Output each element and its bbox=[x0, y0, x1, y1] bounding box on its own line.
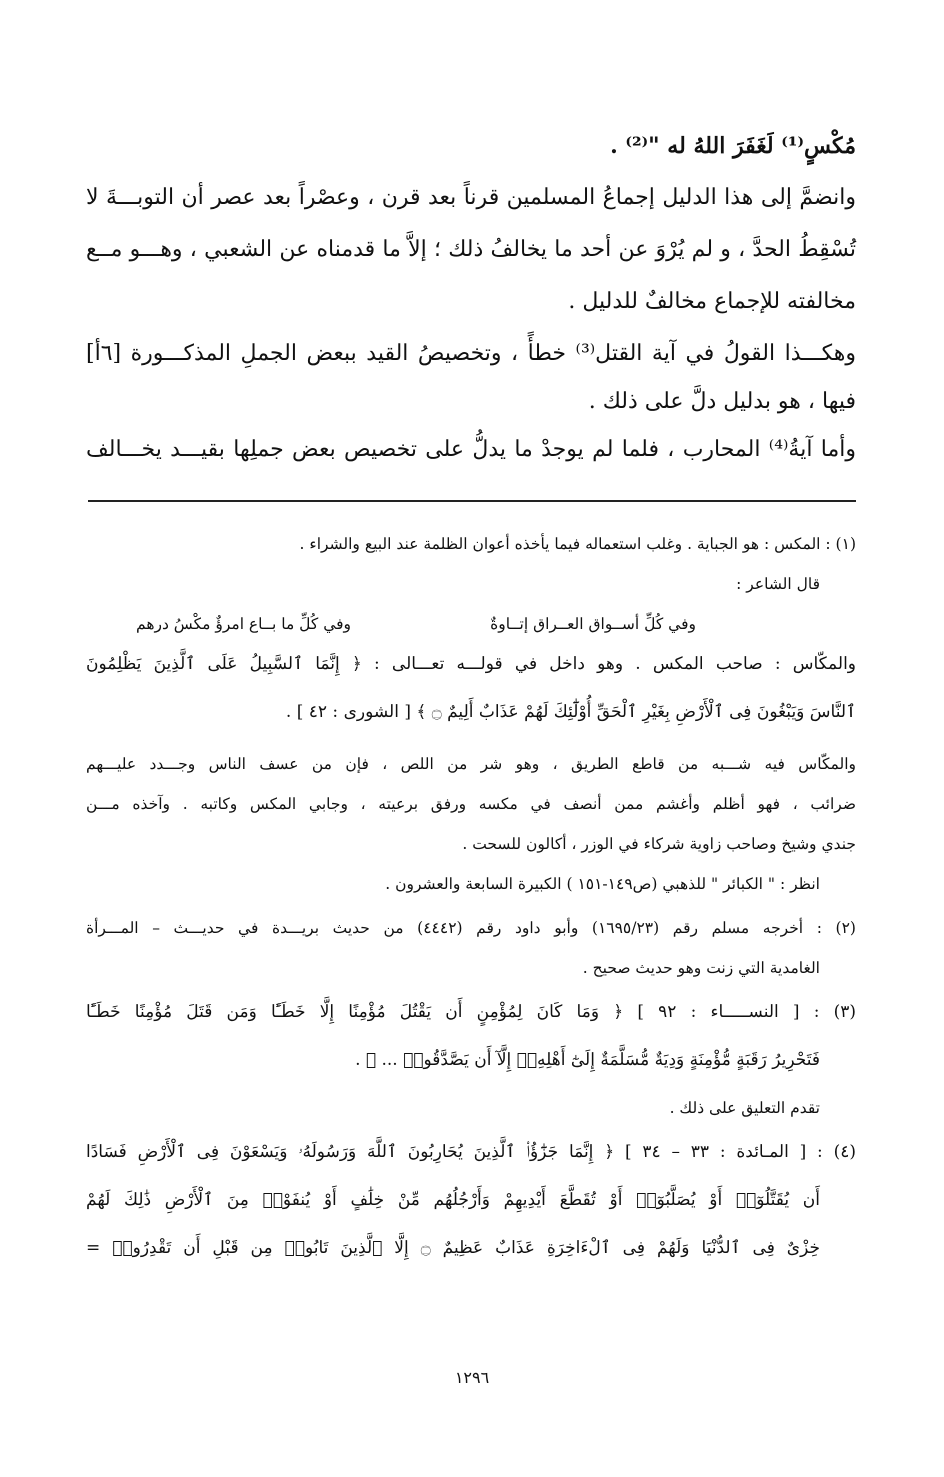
footnote-1-line-5: والمكّاس فيه شـــبه من قاطع الطريق ، وهو شر من اللص ، فإن من عسف الناس وجـــدد عليـــهم bbox=[86, 755, 856, 773]
main-line-5: وهكـــذا القولُ في آية القتل⁽³⁾ خطأً ، وتخصيصُ القيد ببعض الجملِ المذكـــورة [٦أ] bbox=[86, 341, 857, 366]
main-line-1: مُكْسٍ⁽¹⁾ لَغَفَرَ اللهُ له "⁽²⁾ . bbox=[610, 133, 856, 159]
page-number: ١٢٩٦ bbox=[454, 1368, 490, 1387]
main-line-2: وانضمَّ إلى هذا الدليل إجماعُ المسلمين قرناً بعد قرن ، وعصْراً بعد عصر أن التوبـــةَ لا bbox=[86, 185, 856, 210]
footnote-1-line-1: (١) : المكس : هو الجباية . وغلب استعماله فيما يأخذه أعوان الظلمة عند البيع والشراء . bbox=[299, 535, 856, 553]
footnote-1-line-3: والمكّاس : صاحب المكس . وهو داخل في قولـــه تعـــالى : ﴿ إِنَّمَا ٱلسَّبِيلُ عَلَى ٱلَّذِينَ يَظْلِمُونَ bbox=[86, 654, 856, 674]
footnote-1-verse bbox=[136, 613, 696, 635]
footnote-4-line-3: خِزْىٌ فِى ٱلدُّنْيَا وَلَهُمْ فِى ٱلْءَاخِرَةِ عَذَابٌ عَظِيمٌ ۝ إِلَّا ٱلَّذِينَ تَابُوا۟ مِن قَبْلِ أَن تَقْدِرُوا۟ = bbox=[86, 1238, 820, 1258]
verse-hemistich-2: وفي كُلِّ ما بــاع امرؤٌ مكْسُ درهم bbox=[136, 615, 352, 633]
main-line-6: فيها ، هو بدليل دلَّ على ذلك . bbox=[588, 389, 856, 414]
footnote-1-line-7: جندي وشيخ وصاحب زاوية شركاء في الوزر ، أكالون للسحت . bbox=[462, 835, 856, 853]
footnote-3-line-2: فَتَحْرِيرُ رَقَبَةٍ مُّؤْمِنَةٍ وَدِيَةٌ مُّسَلَّمَةٌ إِلَىٰٓ أَهْلِهِۦٓ إِلَّآ أَن يَصَّدَّقُوا۟ ... ﴾ . bbox=[355, 1050, 820, 1070]
footnote-separator bbox=[88, 500, 856, 502]
main-line-3: تُسْقِطُ الحدَّ ، و لم يُرْوَ عن أحد ما يخالفُ ذلك ؛ إلاَّ ما قدمناه عن الشعبي ، وهـــو مــع bbox=[86, 237, 856, 262]
footnote-4-line-1: (٤) : [ المـائدة : ٣٣ – ٣٤ ] ﴿ إِنَّمَا جَزَٰٓؤُا۟ ٱلَّذِينَ يُحَارِبُونَ ٱللَّهَ وَرَسُولَهُۥ وَيَسْعَوْنَ فِى ٱلْأَرْضِ فَسَادًا bbox=[86, 1142, 856, 1162]
main-line-7: وأما آيةُ⁽⁴⁾ المحارب ، فلما لم يوجدْ ما يدلُّ على تخصيص بعض جملِها بقيـــد يخـــالف bbox=[86, 437, 856, 462]
footnote-1-line-6: ضرائب ، فهو أظلم وأغشم ممن أنصف في مكسه ورفق برعيته ، وجابي المكس وكاتبه . وآخذه مـــن bbox=[86, 795, 856, 813]
footnote-2-line-1: (٢) : أخرجه مسلم رقم (١٦٩٥/٢٣) وأبو داود رقم (٤٤٤٢) من حديث بريـــدة في حديـــث – المـــرأة bbox=[86, 919, 856, 937]
verse-hemistich-1: وفي كُلِّ أســواق العــراق إتــاوةٌ bbox=[490, 615, 696, 633]
main-line-4: مخالفته للإجماع مخالفٌ للدليل . bbox=[568, 289, 856, 314]
footnote-1-line-8: انظر : " الكبائر " للذهبي (ص١٤٩-١٥١ ) الكبيرة السابعة والعشرون . bbox=[385, 875, 820, 893]
footnote-4-line-2: أَن يُقَتَّلُوٓا۟ أَوْ يُصَلَّبُوٓا۟ أَوْ تُقَطَّعَ أَيْدِيهِمْ وَأَرْجُلُهُم مِّنْ خِلَٰفٍ أَوْ يُنفَوْا۟ مِنَ ٱلْأَرْضِ ذَٰلِكَ لَهُمْ bbox=[86, 1190, 820, 1210]
footnote-1-line-4: ٱلنَّاسَ وَيَبْغُونَ فِى ٱلْأَرْضِ بِغَيْرِ ٱلْحَقِّ أُوْلَٰٓئِكَ لَهُمْ عَذَابٌ أَلِيمٌ ۝ ﴾ [ الشورى : ٤٢ ] . bbox=[285, 702, 856, 722]
footnote-1-line-2: قال الشاعر : bbox=[736, 575, 820, 593]
footnote-3-line-1: (٣) : [ النســـــاء : ٩٢ ] ﴿ وَمَا كَانَ لِمُؤْمِنٍ أَن يَقْتُلَ مُؤْمِنًا إِلَّا خَطَـًٔا وَمَن قَتَلَ مُؤْمِنًا خَطَـًٔا bbox=[86, 1002, 856, 1022]
footnote-2-line-2: الغامدية التي زنت وهو حديث صحيح . bbox=[582, 959, 820, 977]
footnote-3-line-3: تقدم التعليق على ذلك . bbox=[669, 1099, 820, 1117]
